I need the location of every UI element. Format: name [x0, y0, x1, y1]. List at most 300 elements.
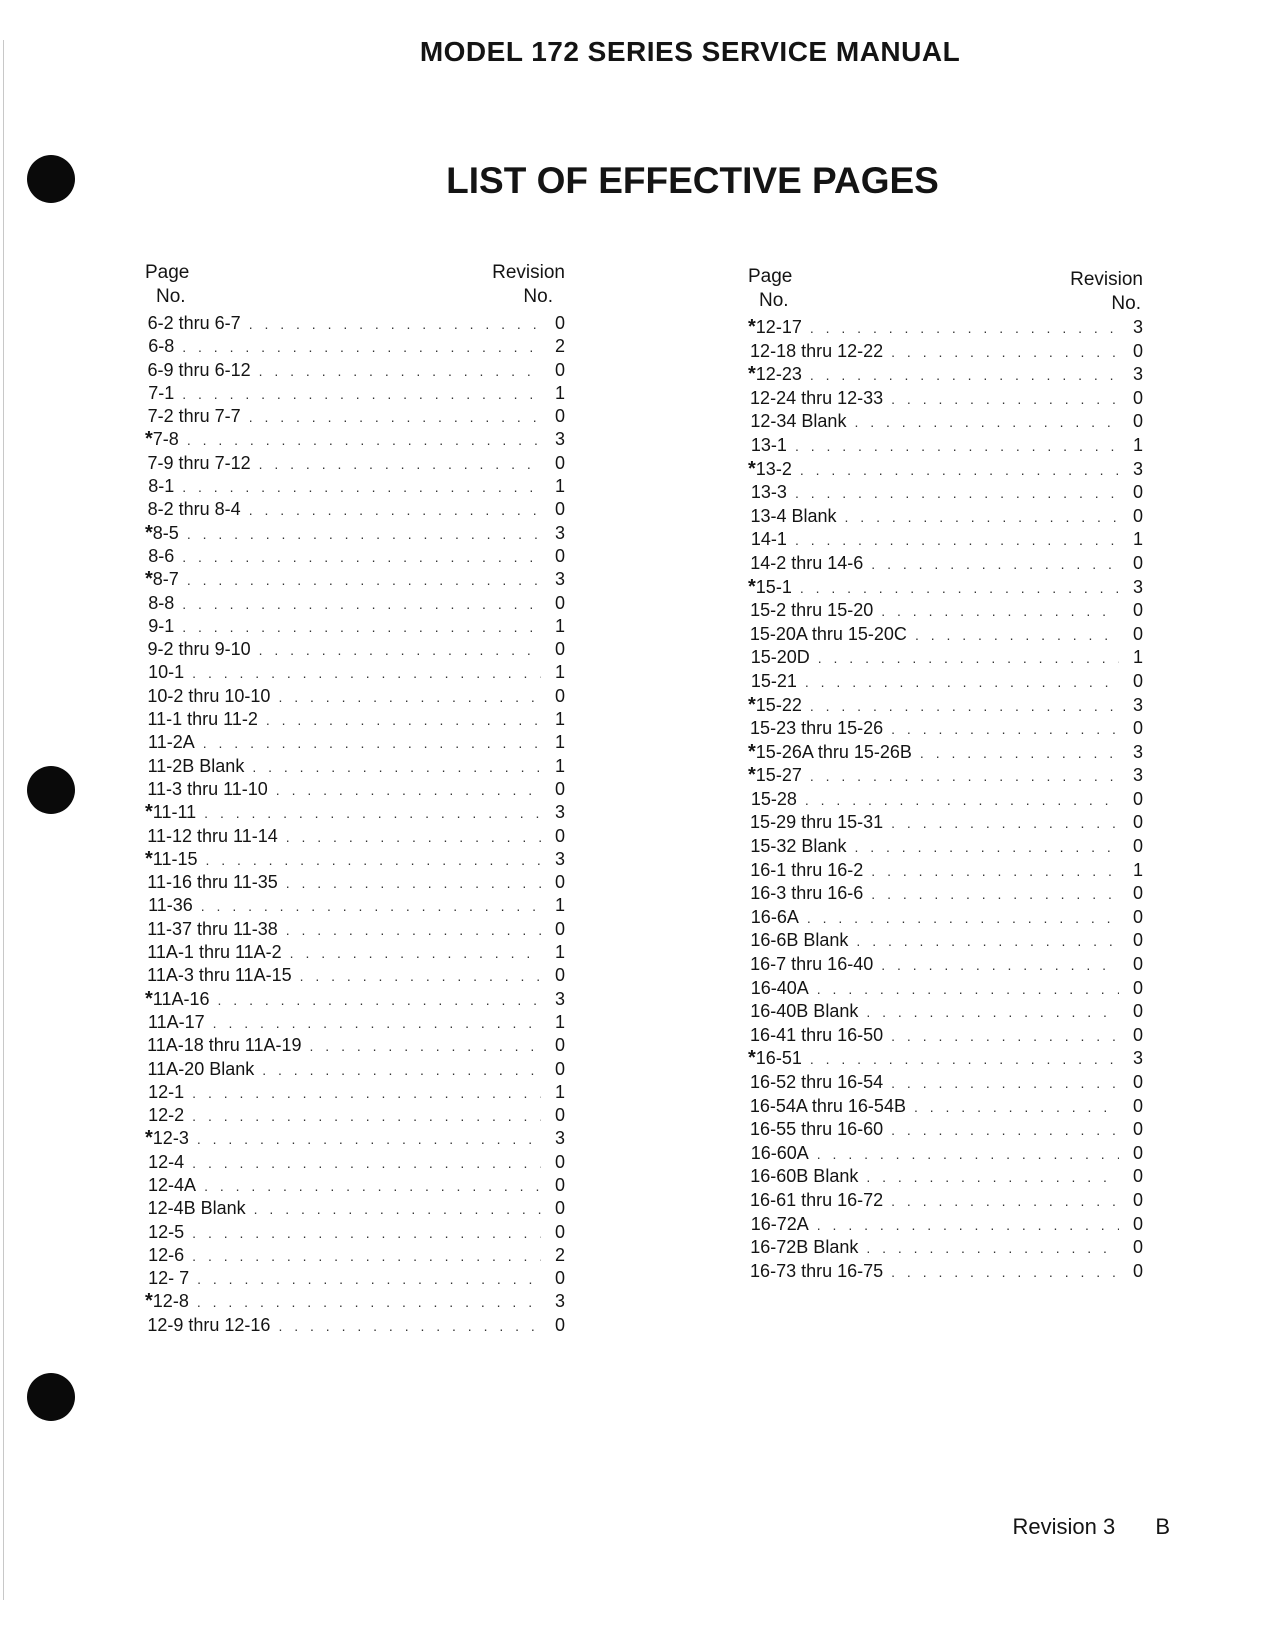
dot-leader — [218, 989, 541, 1012]
dot-leader — [871, 883, 1119, 907]
entry-page: 16-1 thru 16-2 — [750, 859, 864, 880]
entry-row — [748, 1095, 1143, 1119]
entry-page: 12-5 — [148, 1221, 185, 1242]
entry-page: 11A-20 Blank — [147, 1058, 255, 1079]
dot-leader — [213, 1012, 541, 1035]
dot-leader — [197, 1268, 541, 1291]
change-marker: * — [145, 568, 153, 591]
entry-page: 9-1 — [148, 615, 175, 636]
change-marker: * — [145, 1127, 153, 1150]
entry-revision: 0 — [1132, 977, 1143, 998]
entry-page: 11-11 — [152, 802, 197, 823]
entry-page: 15-23 thru 15-26 — [750, 718, 884, 739]
entry-revision: 1 — [554, 732, 565, 753]
entry-revision: 1 — [554, 662, 565, 683]
dot-leader — [286, 872, 541, 895]
entry-row — [145, 871, 565, 894]
entry-page: 11-2B Blank — [147, 755, 245, 776]
entry-row — [748, 788, 1143, 812]
entry-row — [748, 458, 1143, 482]
entry-revision: 2 — [554, 1244, 565, 1265]
dot-leader — [286, 919, 541, 942]
entry-revision: 0 — [1132, 1001, 1143, 1022]
entry-row — [748, 1165, 1143, 1189]
entry-revision: 0 — [554, 313, 565, 333]
dot-leader — [286, 826, 541, 849]
dot-leader — [915, 624, 1119, 648]
entry-page: 6-8 — [148, 336, 175, 357]
change-marker: * — [748, 575, 756, 598]
entry-revision: 0 — [554, 1198, 565, 1219]
dot-leader — [810, 1048, 1119, 1072]
left-column — [145, 262, 565, 1337]
entry-revision: 1 — [554, 382, 565, 403]
entry-revision: 0 — [554, 359, 565, 380]
entry-page: 14-2 thru 14-6 — [750, 552, 864, 573]
entry-row — [145, 1104, 565, 1127]
entry-row — [145, 1221, 565, 1244]
dot-leader — [866, 1166, 1119, 1190]
entry-row — [145, 1174, 565, 1197]
entry-revision: 0 — [1132, 1260, 1143, 1281]
entry-row — [145, 1197, 565, 1220]
page-heading: LIST OF EFFECTIVE PAGES — [446, 160, 939, 201]
entry-page: 6-2 thru 6-7 — [147, 313, 241, 333]
dot-leader — [810, 364, 1119, 388]
dot-leader — [182, 593, 541, 616]
dot-leader — [891, 812, 1119, 836]
entry-revision: 0 — [1132, 1189, 1143, 1210]
entry-page: 16-61 thru 16-72 — [750, 1189, 884, 1210]
dot-leader — [278, 1315, 541, 1338]
change-marker: * — [145, 428, 153, 451]
entry-row — [748, 882, 1143, 906]
dot-leader — [845, 506, 1119, 530]
dot-leader — [891, 1119, 1119, 1143]
entry-row — [145, 359, 565, 382]
entry-row — [145, 755, 565, 778]
dot-leader — [182, 336, 541, 359]
dot-leader — [810, 695, 1119, 719]
entry-revision: 3 — [1132, 741, 1143, 762]
dot-leader — [807, 907, 1119, 931]
entry-revision: 3 — [1132, 765, 1143, 786]
entry-row — [748, 835, 1143, 859]
entry-page: 15-22 — [755, 694, 802, 715]
entry-revision: 0 — [1132, 482, 1143, 503]
entry-row — [748, 1142, 1143, 1166]
entry-page: 12-2 — [148, 1105, 185, 1126]
entry-page: 15-20A thru 15-20C — [749, 623, 907, 644]
entry-revision: 0 — [554, 872, 565, 893]
entry-row — [145, 988, 565, 1011]
entry-revision: 3 — [554, 848, 565, 869]
dot-leader — [817, 978, 1119, 1002]
entry-row — [748, 410, 1143, 434]
entry-page: 12-4A — [148, 1174, 197, 1195]
dot-leader — [891, 718, 1119, 742]
entry-revision: 0 — [1132, 1095, 1143, 1116]
entry-page: 16-7 thru 16-40 — [750, 954, 874, 975]
entry-page: 12-8 — [152, 1291, 189, 1312]
page-edge-line — [3, 40, 4, 1600]
revision-no-label: No. — [523, 286, 553, 307]
entry-revision: 1 — [554, 709, 565, 730]
entry-page: 9-2 thru 9-10 — [147, 639, 251, 660]
entry-row — [748, 576, 1143, 600]
change-marker: * — [748, 693, 756, 716]
entry-page: 13-4 Blank — [750, 505, 837, 526]
entry-row — [748, 623, 1143, 647]
footer-revision: Revision 3 — [1012, 1514, 1116, 1539]
entry-revision: 0 — [1132, 387, 1143, 408]
dot-leader — [871, 553, 1119, 577]
dot-leader — [891, 388, 1119, 412]
entry-page: 11-1 thru 11-2 — [147, 709, 258, 730]
change-marker: * — [145, 1290, 153, 1313]
entry-page: 8-2 thru 8-4 — [147, 499, 241, 520]
entry-page: 12-1 — [148, 1081, 185, 1102]
entry-page: 11-36 — [148, 895, 193, 916]
entry-page: 11-12 thru 11-14 — [147, 825, 278, 846]
dot-leader — [187, 523, 541, 546]
entry-revision: 1 — [554, 615, 565, 636]
entry-revision: 3 — [554, 802, 565, 823]
entry-revision: 3 — [1132, 458, 1143, 479]
revision-column-label: Revision — [1070, 269, 1143, 290]
entry-page: 7-8 — [152, 429, 179, 450]
entry-revision: 3 — [554, 429, 565, 450]
entry-revision: 0 — [554, 1058, 565, 1079]
dot-leader — [891, 1025, 1119, 1049]
dot-leader — [795, 435, 1119, 459]
dot-leader — [800, 459, 1119, 483]
entry-row — [748, 906, 1143, 930]
entry-page: 12-4B Blank — [147, 1198, 246, 1219]
dot-leader — [262, 1059, 541, 1082]
dot-leader — [252, 756, 541, 779]
entry-page: 11A-1 thru 11A-2 — [147, 942, 282, 963]
right-column — [748, 266, 1143, 1283]
entry-page: 16-6B Blank — [750, 930, 849, 951]
entry-row — [145, 1290, 565, 1313]
entry-row — [145, 894, 565, 917]
entry-row — [748, 552, 1143, 576]
entry-revision: 3 — [554, 1291, 565, 1312]
dot-leader — [182, 476, 541, 499]
entry-page: 16-41 thru 16-50 — [750, 1024, 884, 1045]
dot-leader — [810, 317, 1119, 341]
entry-row — [145, 428, 565, 451]
entry-page: 16-6A — [750, 906, 799, 927]
entry-row — [748, 811, 1143, 835]
dot-leader — [259, 453, 541, 476]
entry-row — [748, 953, 1143, 977]
entry-row — [145, 1151, 565, 1174]
entry-revision: 1 — [554, 755, 565, 776]
dot-leader — [203, 732, 541, 755]
entry-row — [145, 778, 565, 801]
entry-page: 12-6 — [148, 1244, 185, 1265]
entry-revision: 0 — [554, 1268, 565, 1289]
entry-row — [748, 1000, 1143, 1024]
footer-page-letter: B — [1155, 1514, 1170, 1539]
entry-revision: 3 — [554, 988, 565, 1009]
entry-row — [145, 801, 565, 824]
entry-row — [145, 1244, 565, 1267]
dot-leader — [795, 529, 1119, 553]
entry-page: 13-2 — [755, 458, 792, 479]
entry-revision: 0 — [554, 592, 565, 613]
entry-row — [145, 708, 565, 731]
entry-page: 7-1 — [148, 382, 175, 403]
entry-row — [145, 405, 565, 428]
dot-leader — [206, 849, 542, 872]
right-column-header — [748, 266, 1143, 316]
dot-leader — [891, 1072, 1119, 1096]
entry-row — [748, 387, 1143, 411]
entry-revision: 0 — [554, 1035, 565, 1056]
dot-leader — [300, 965, 541, 988]
entry-page: 15-27 — [755, 765, 802, 786]
entry-page: 10-1 — [148, 662, 185, 683]
dot-leader — [881, 600, 1119, 624]
entry-page: 15-2 thru 15-20 — [750, 600, 874, 621]
dot-leader — [310, 1035, 541, 1058]
dot-leader — [249, 499, 541, 522]
page-footer — [1012, 1514, 1170, 1540]
entry-revision: 3 — [1132, 694, 1143, 715]
entry-revision: 1 — [1132, 529, 1143, 550]
entry-revision: 0 — [1132, 1119, 1143, 1140]
dot-leader — [871, 860, 1119, 884]
entry-page: 11A-17 — [147, 1011, 205, 1032]
entry-page: 16-55 thru 16-60 — [750, 1119, 884, 1140]
dot-leader — [249, 406, 541, 429]
entry-page: 16-73 thru 16-75 — [750, 1260, 884, 1281]
entry-revision: 3 — [554, 1128, 565, 1149]
binder-hole-middle — [27, 766, 75, 814]
entry-page: 15-28 — [750, 788, 797, 809]
entry-row — [145, 475, 565, 498]
dot-leader — [866, 1237, 1119, 1261]
entry-revision: 3 — [1132, 1048, 1143, 1069]
entry-page: 15-32 Blank — [750, 836, 847, 857]
change-marker: * — [748, 740, 756, 763]
right-entries-list — [748, 316, 1143, 1283]
entry-page: 16-54A thru 16-54B — [749, 1095, 906, 1116]
left-entries-list — [145, 312, 565, 1337]
entry-revision: 3 — [1132, 576, 1143, 597]
entry-row — [145, 568, 565, 591]
dot-leader — [266, 709, 541, 732]
entry-page: 16-72B Blank — [750, 1237, 859, 1258]
entry-page: 8-5 — [152, 522, 179, 543]
entry-row — [145, 1058, 565, 1081]
entry-revision: 1 — [554, 476, 565, 497]
entry-row — [145, 498, 565, 521]
entry-revision: 0 — [1132, 812, 1143, 833]
dot-leader — [278, 686, 541, 709]
entry-row — [748, 741, 1143, 765]
entry-revision: 0 — [1132, 1072, 1143, 1092]
change-marker: * — [748, 363, 756, 386]
entry-row — [748, 1236, 1143, 1260]
entry-revision: 0 — [1132, 623, 1143, 644]
entry-page: 7-2 thru 7-7 — [147, 406, 241, 427]
entry-revision: 0 — [1132, 505, 1143, 526]
entry-page: 16-3 thru 16-6 — [750, 883, 864, 904]
dot-leader — [259, 360, 541, 383]
entry-row — [145, 522, 565, 545]
entry-page: 16-72A — [750, 1213, 809, 1234]
entry-row — [145, 638, 565, 661]
dot-leader — [204, 802, 541, 825]
entry-page: 13-1 — [750, 434, 787, 455]
entry-row — [748, 929, 1143, 953]
dot-leader — [192, 1222, 541, 1245]
entry-revision: 0 — [1132, 954, 1143, 975]
change-marker: * — [145, 521, 153, 544]
entry-revision: 0 — [1132, 1237, 1143, 1258]
entry-row — [748, 340, 1143, 364]
entry-revision: 1 — [554, 1011, 565, 1032]
dot-leader — [817, 1214, 1119, 1238]
dot-leader — [182, 383, 541, 406]
entry-revision: 0 — [1132, 788, 1143, 809]
entry-revision: 0 — [554, 1105, 565, 1126]
entry-row — [748, 505, 1143, 529]
entry-page: 8-8 — [148, 592, 175, 613]
entry-row — [145, 615, 565, 638]
dot-leader — [856, 930, 1119, 954]
entry-revision: 0 — [1132, 906, 1143, 927]
entry-page: 15-20D — [750, 647, 810, 668]
entry-page: 15-21 — [750, 670, 797, 691]
entry-row — [748, 1071, 1143, 1095]
entry-revision: 3 — [1132, 364, 1143, 385]
binder-hole-bottom — [27, 1373, 75, 1421]
entry-revision: 0 — [554, 406, 565, 427]
dot-leader — [192, 1105, 541, 1128]
entry-revision: 0 — [554, 639, 565, 660]
dot-leader — [914, 1096, 1119, 1120]
entry-revision: 0 — [1132, 930, 1143, 951]
entry-page: 16-51 — [755, 1048, 802, 1069]
dot-leader — [854, 411, 1119, 435]
entry-revision: 0 — [554, 685, 565, 706]
entry-row — [748, 1213, 1143, 1237]
entry-page: 12-4 — [148, 1151, 185, 1172]
dot-leader — [290, 942, 541, 965]
entry-revision: 0 — [554, 1151, 565, 1172]
entry-row — [748, 717, 1143, 741]
dot-leader — [891, 341, 1119, 365]
dot-leader — [866, 1001, 1119, 1025]
entry-page: 16-52 thru 16-54 — [750, 1072, 884, 1092]
dot-leader — [805, 789, 1119, 813]
dot-leader — [881, 954, 1119, 978]
entry-page: 16-40A — [750, 977, 809, 998]
entry-revision: 0 — [554, 1174, 565, 1195]
entry-revision: 0 — [1132, 836, 1143, 857]
entry-page: 13-3 — [750, 482, 787, 503]
entry-page: 11-37 thru 11-38 — [147, 918, 278, 939]
entry-page: 12-24 thru 12-33 — [750, 387, 884, 408]
change-marker: * — [748, 316, 756, 338]
page-no-label: No. — [759, 290, 789, 311]
dot-leader — [187, 569, 541, 592]
entry-row — [145, 941, 565, 964]
entry-row — [145, 918, 565, 941]
change-marker: * — [145, 847, 153, 870]
entry-page: 8-7 — [152, 569, 179, 590]
entry-revision: 0 — [554, 1221, 565, 1242]
revision-column-label: Revision — [492, 262, 565, 283]
entry-page: 6-9 thru 6-12 — [147, 359, 251, 380]
dot-leader — [805, 671, 1119, 695]
entry-page: 12-34 Blank — [750, 411, 847, 432]
entry-page: 15-29 thru 15-31 — [750, 812, 884, 833]
entry-row — [748, 1260, 1143, 1284]
entry-page: 12-17 — [755, 317, 802, 337]
entry-revision: 0 — [554, 1314, 565, 1335]
change-marker: * — [748, 1047, 756, 1070]
entry-row — [748, 670, 1143, 694]
entry-page: 11A-3 thru 11A-15 — [147, 965, 292, 986]
dot-leader — [192, 1245, 541, 1268]
entry-page: 11-2A — [148, 732, 195, 753]
dot-leader — [818, 647, 1119, 671]
manual-title: MODEL 172 SERIES SERVICE MANUAL — [419, 36, 961, 67]
entry-revision: 0 — [1132, 552, 1143, 573]
change-marker: * — [145, 987, 153, 1010]
entry-row — [748, 1047, 1143, 1071]
entry-revision: 1 — [554, 895, 565, 916]
dot-leader — [891, 1261, 1119, 1285]
dot-leader — [259, 639, 541, 662]
entry-revision: 1 — [554, 942, 565, 963]
entry-revision: 1 — [1132, 434, 1143, 455]
entry-revision: 1 — [554, 1081, 565, 1102]
entry-row — [748, 316, 1143, 340]
entry-revision: 0 — [554, 965, 565, 986]
dot-leader — [201, 895, 541, 918]
entry-row — [145, 731, 565, 754]
entry-revision: 0 — [1132, 600, 1143, 621]
entry-row — [748, 528, 1143, 552]
dot-leader — [817, 1143, 1119, 1167]
entry-row — [748, 859, 1143, 883]
dot-leader — [182, 546, 541, 569]
entry-row — [748, 694, 1143, 718]
entry-page: 12-23 — [755, 364, 802, 385]
entry-row — [145, 964, 565, 987]
entry-row — [145, 1034, 565, 1057]
entry-row — [145, 335, 565, 358]
dot-leader — [197, 1291, 541, 1314]
entry-revision: 0 — [554, 545, 565, 566]
entry-page: 8-1 — [148, 476, 175, 497]
entry-row — [145, 312, 565, 335]
entry-row — [748, 434, 1143, 458]
change-marker: * — [145, 801, 153, 824]
entry-row — [748, 646, 1143, 670]
entry-row — [145, 848, 565, 871]
entry-row — [145, 1314, 565, 1337]
entry-revision: 0 — [1132, 1166, 1143, 1187]
entry-row — [145, 685, 565, 708]
